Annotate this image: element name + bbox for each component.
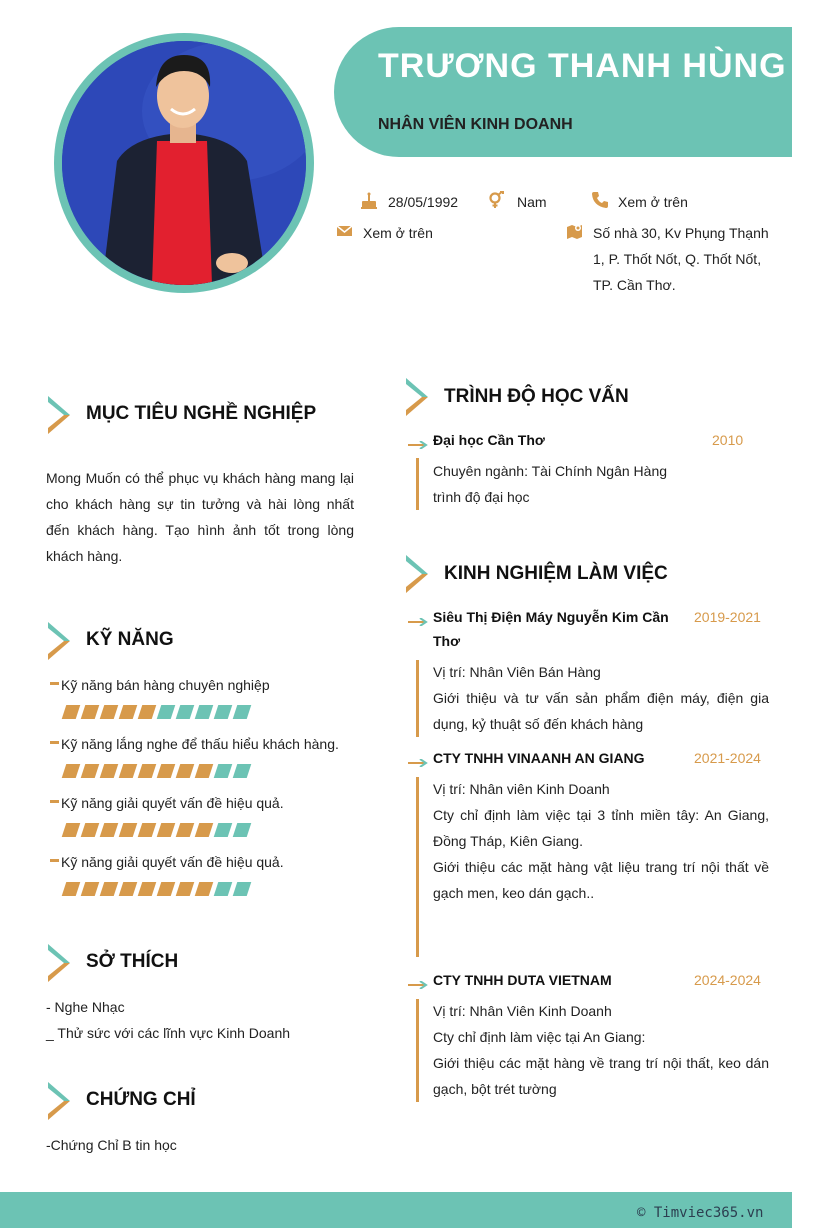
timeline-line [416, 660, 419, 737]
hobbies-heading: SỞ THÍCH [86, 951, 179, 972]
skill-rating-segment [81, 823, 100, 837]
hobby-item: _ Thử sức với các lĩnh vực Kinh Doanh [46, 1025, 291, 1041]
arrow-bullet-icon [408, 976, 430, 984]
skill-rating-segment [81, 882, 100, 896]
map-location-icon [566, 222, 584, 240]
gender-icon [488, 191, 506, 209]
skill-rating-segment [157, 823, 176, 837]
skill-rating-segment [157, 705, 176, 719]
experience-year: 2024-2024 [694, 972, 761, 988]
skill-label: Kỹ năng lắng nghe để thấu hiểu khách hàng. [61, 736, 339, 752]
gender-value: Nam [517, 194, 547, 210]
timeline-line [416, 458, 419, 510]
section-chevron-icon [46, 1080, 76, 1122]
skill-rating-segment [195, 882, 214, 896]
timeline-line [416, 777, 419, 957]
skill-rating-segment [176, 705, 195, 719]
skill-label: Kỹ năng giải quyết vấn đề hiệu quả. [61, 854, 284, 870]
skill-bullet [50, 682, 59, 685]
arrow-bullet-icon [408, 754, 430, 762]
arrow-bullet-icon [408, 613, 430, 621]
skill-rating-bar [64, 882, 249, 896]
skill-rating-segment [62, 764, 81, 778]
skill-rating-segment [100, 764, 119, 778]
skill-rating-segment [214, 705, 233, 719]
birthday-value: 28/05/1992 [388, 194, 459, 210]
education-heading: TRÌNH ĐỘ HỌC VẤN [444, 386, 629, 407]
experience-company: Siêu Thị Điện Máy Nguyễn Kim Cần Thơ [433, 609, 669, 649]
address-line-2: 1, P. Thốt Nốt, Q. Thốt Nốt, [593, 251, 762, 267]
experience-heading: KINH NGHIỆM LÀM VIỆC [444, 563, 668, 584]
skill-rating-segment [195, 764, 214, 778]
experience-detail: Vị trí: Nhân Viên Bán Hàng [433, 664, 601, 680]
skill-rating-segment [138, 823, 157, 837]
experience-company: CTY TNHH DUTA VIETNAM [433, 972, 612, 988]
candidate-name: TRƯƠNG THANH HÙNG [378, 47, 787, 85]
education-detail: trình độ đại học [433, 489, 530, 505]
skill-rating-segment [214, 823, 233, 837]
skill-rating-segment [233, 823, 252, 837]
skill-rating-segment [214, 764, 233, 778]
skill-rating-segment [81, 705, 100, 719]
skill-rating-segment [195, 705, 214, 719]
skill-rating-segment [100, 823, 119, 837]
experience-year: 2019-2021 [694, 609, 761, 625]
skill-rating-bar [64, 705, 249, 719]
job-title: NHÂN VIÊN KINH DOANH [378, 116, 573, 133]
skill-rating-segment [119, 705, 138, 719]
objective-heading: MỤC TIÊU NGHỀ NGHIỆP [86, 403, 317, 424]
skill-rating-segment [119, 823, 138, 837]
skill-rating-segment [233, 705, 252, 719]
skill-bullet [50, 741, 59, 744]
skill-bullet [50, 800, 59, 803]
experience-company: CTY TNHH VINAANH AN GIANG [433, 750, 645, 766]
skill-label: Kỹ năng giải quyết vấn đề hiệu quả. [61, 795, 284, 811]
experience-detail: Cty chỉ định làm việc tại 3 tỉnh miền tây: An Giang, Đồng Tháp, Kiên Giang. [433, 807, 769, 849]
skill-rating-segment [62, 882, 81, 896]
certificates-heading: CHỨNG CHỈ [86, 1089, 196, 1110]
skill-rating-segment [195, 823, 214, 837]
email-value: Xem ở trên [363, 225, 433, 241]
section-chevron-icon [46, 394, 76, 436]
experience-detail: Giới thiệu và tư vấn sản phẩm điện máy, điện gia dụng, kỷ thuật số đến khách hàng [433, 690, 769, 732]
skill-label: Kỹ năng bán hàng chuyên nghiệp [61, 677, 270, 693]
skill-rating-segment [62, 705, 81, 719]
hobby-item: - Nghe Nhạc [46, 999, 125, 1015]
skill-rating-segment [176, 823, 195, 837]
skill-rating-segment [62, 823, 81, 837]
skill-rating-segment [138, 705, 157, 719]
experience-detail: Cty chỉ định làm việc tại An Giang: [433, 1029, 646, 1045]
experience-detail: Giới thiệu các mặt hàng về trang trí nội thất, keo dán gạch, bột trét tường [433, 1055, 769, 1097]
avatar [62, 41, 306, 285]
education-school: Đại học Cần Thơ [433, 432, 545, 448]
skill-rating-segment [81, 764, 100, 778]
skill-rating-segment [233, 882, 252, 896]
section-chevron-icon [46, 620, 76, 662]
skill-rating-bar [64, 823, 249, 837]
birthday-cake-icon [360, 192, 378, 210]
skill-rating-segment [233, 764, 252, 778]
skill-rating-segment [214, 882, 233, 896]
skill-rating-bar [64, 764, 249, 778]
experience-detail: Vị trí: Nhân viên Kinh Doanh [433, 781, 610, 797]
skill-rating-segment [119, 882, 138, 896]
footer-credit: © Timviec365.vn [637, 1205, 764, 1221]
skill-rating-segment [100, 705, 119, 719]
skill-rating-segment [176, 764, 195, 778]
email-icon [336, 222, 354, 240]
phone-value: Xem ở trên [618, 194, 688, 210]
address-line-3: TP. Cần Thơ. [593, 277, 676, 293]
education-year: 2010 [712, 432, 744, 448]
objective-text: Mong Muốn có thể phục vụ khách hàng mang lại cho khách hàng sự tin tưởng và hài lòng nhất đến khách hàng. Tạo hình ảnh tốt trong lòng khách hàng. [46, 470, 354, 564]
certificate-item: -Chứng Chỉ B tin học [46, 1137, 177, 1153]
address-line-1: Số nhà 30, Kv Phụng Thạnh [593, 225, 769, 241]
skills-heading: KỸ NĂNG [86, 629, 174, 650]
skill-rating-segment [157, 764, 176, 778]
section-chevron-icon [404, 553, 434, 595]
experience-detail: Giới thiệu các mặt hàng vật liệu trang trí nội thất về gạch men, keo dán gạch.. [433, 859, 769, 901]
skill-rating-segment [157, 882, 176, 896]
skill-rating-segment [100, 882, 119, 896]
section-chevron-icon [404, 376, 434, 418]
skill-bullet [50, 859, 59, 862]
arrow-bullet-icon [408, 436, 430, 444]
education-detail: Chuyên ngành: Tài Chính Ngân Hàng [433, 463, 668, 479]
skill-rating-segment [176, 882, 195, 896]
experience-year: 2021-2024 [694, 750, 761, 766]
skill-rating-segment [138, 882, 157, 896]
experience-detail: Vị trí: Nhân Viên Kinh Doanh [433, 1003, 612, 1019]
section-chevron-icon [46, 942, 76, 984]
skill-rating-segment [119, 764, 138, 778]
skill-rating-segment [138, 764, 157, 778]
phone-icon [591, 191, 609, 209]
timeline-line [416, 999, 419, 1102]
